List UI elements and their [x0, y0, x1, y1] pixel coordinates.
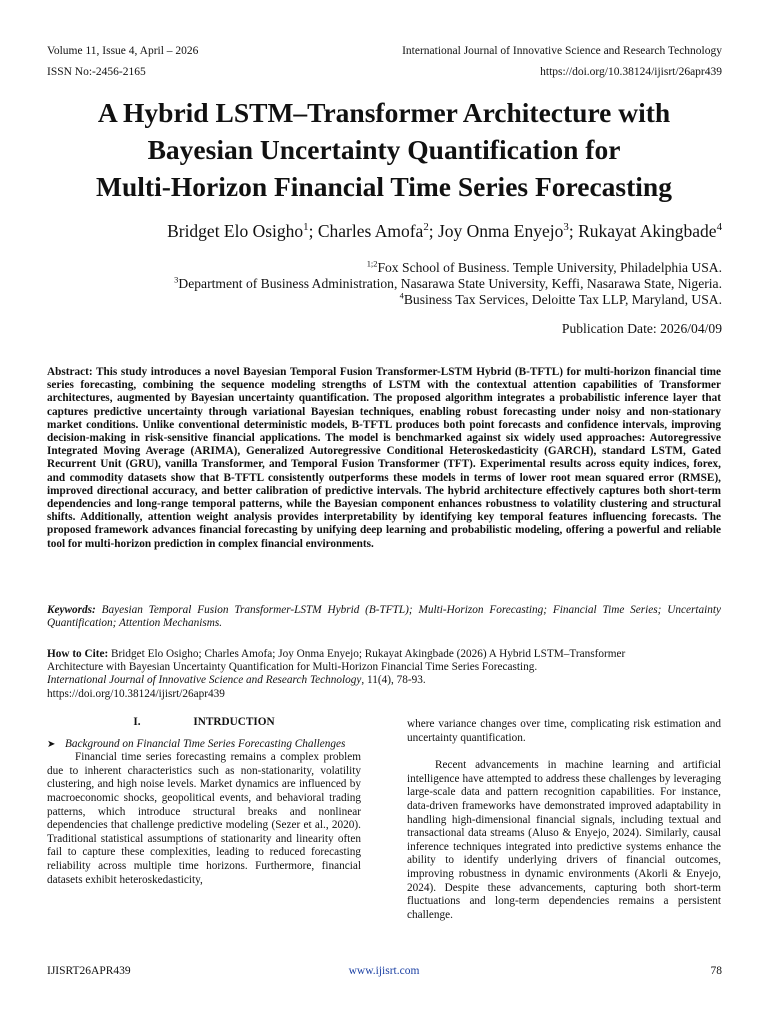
affiliation-mark: 4 — [399, 290, 404, 301]
author-affiliation-mark: 2 — [423, 221, 429, 234]
body-paragraph: Recent advancements in machine learning and artificial intelligence have attempted to address these challenges by leveraging large-scale data and pattern recognition capabilities. For instance, data-driven frameworks have demonstrated improved adaptability in handling high-dimensional financial signals, including textual and transactional data streams (Aluso & Enyejo, 2024). Similarly, causal inference techniques integrated into predictive systems enhance the ability to identify underlying drivers of financial outcomes, improving robustness in dynamic environments (Akorli & Enyejo, 2024). Despite these advancements, capturing both short-term fluctuations and long-term dependencies remains a persistent challenge. — [407, 759, 721, 921]
title-line-3: Multi-Horizon Financial Time Series Forecasting — [96, 171, 672, 202]
cite-doi-link[interactable]: https://doi.org/10.38124/ijisrt/26apr439 — [47, 687, 225, 700]
author-separator: ; — [428, 221, 438, 241]
issn: ISSN No:-2456-2165 — [47, 66, 146, 78]
section-number: I. — [133, 716, 141, 728]
right-column — [407, 718, 721, 922]
title-line-1: A Hybrid LSTM–Transformer Architecture with — [97, 97, 671, 128]
footer-website-link[interactable]: www.ijisrt.com — [348, 965, 420, 977]
author-separator: ; — [568, 221, 579, 241]
footer-id: IJISRT26APR439 — [47, 965, 131, 977]
subsection-title: Background on Financial Time Series Forecasting Challenges — [65, 737, 346, 750]
cite-text: Bridget Elo Osigho; Charles Amofa; Joy Onma Enyejo; Rukayat Akingbade (2026) A Hybrid LSTM–Transformer — [111, 648, 626, 660]
author-name: Rukayat Akingbade — [578, 221, 717, 241]
volume-issue: Volume 11, Issue 4, April – 2026 — [47, 45, 199, 57]
author-separator: ; — [308, 221, 318, 241]
affiliation-text: Fox School of Business. Temple University, Philadelphia USA. — [377, 260, 722, 275]
journal-name: International Journal of Innovative Science and Research Technology — [402, 45, 722, 57]
author-affiliation-mark: 3 — [563, 221, 569, 234]
keywords — [47, 604, 721, 630]
cite-label: How to Cite: — [47, 648, 109, 660]
author-name: Joy Onma Enyejo — [437, 221, 564, 241]
affiliation-line — [174, 276, 722, 292]
affiliation-text: Department of Business Administration, Nasarawa State University, Keffi, Nasarawa State, Nigeria. — [178, 276, 722, 291]
author-name: Charles Amofa — [317, 221, 424, 241]
subsection-heading — [47, 738, 361, 752]
author-affiliation-mark: 1 — [303, 221, 309, 234]
cite-text: Architecture with Bayesian Uncertainty Quantification for Multi-Horizon Financial Time Series Forecasting. — [47, 661, 538, 674]
section-heading — [47, 716, 361, 730]
body-paragraph: where variance changes over time, complicating risk estimation and uncertainty quantification. — [407, 718, 721, 744]
left-column — [47, 716, 361, 887]
affiliation-mark: 1;2 — [366, 258, 378, 269]
author-name: Bridget Elo Osigho — [167, 221, 304, 241]
body-paragraph: Financial time series forecasting remains a complex problem due to inherent characteristics such as non-stationarity, volatility clustering, and high noise levels. Market dynamics are influenced by macroeconomic shocks, geopolitical events, and behavioral trading patterns, which introduce structural breaks and nonlinear dependencies that challenge predictive modeling (Sezer et al., 2020). Traditional statistical assumptions of stationarity and linearity often fail to capture these complexities, leading to reduced forecasting reliability across multiple time horizons. Furthermore, financial datasets exhibit heteroskedasticity, — [47, 751, 361, 886]
affiliation-line — [367, 260, 722, 276]
keywords-text: Bayesian Temporal Fusion Transformer-LSTM Hybrid (B-TFTL); Multi-Horizon Forecasting; Financial Time Series; Uncertainty Quantification; Attention Mechanisms. — [47, 604, 721, 630]
keywords-label: Keywords: — [47, 604, 96, 616]
section-title: INTRDUCTION — [193, 716, 275, 728]
paper-title — [30, 94, 738, 205]
publication-date: Publication Date: 2026/04/09 — [561, 321, 722, 336]
cite-pages: , 11(4), 78-93. — [361, 674, 426, 687]
arrow-bullet-icon: ➤ — [47, 738, 56, 750]
affiliation-mark: 3 — [174, 274, 179, 285]
doi-link[interactable]: https://doi.org/10.38124/ijisrt/26apr439 — [540, 66, 722, 78]
how-to-cite — [47, 648, 721, 701]
abstract: Abstract: This study introduces a novel Bayesian Temporal Fusion Transformer-LSTM Hybrid (B-TFTL) for multi-horizon financial time series forecasting, combining the sequence modeling strengths of LSTM with the contextual attention capabilities of Transformer architectures, augmented by Bayesian uncertainty quantification. The proposed algorithm integrates a probabilistic inference layer that captures predictive uncertainty through variational Bayesian techniques, enabling robust forecasting under noisy and non-stationary market conditions. Unlike conventional deterministic models, B-TFTL produces both point forecasts and confidence intervals, improving decision-making in risk-sensitive financial applications. The model is benchmarked against six widely used approaches: Autoregressive Integrated Moving Average (ARIMA), Generalized Autoregressive Conditional Heteroskedasticity (GARCH), standard LSTM, Gated Recurrent Unit (GRU), vanilla Transformer, and Temporal Fusion Transformer (TFT). Experimental results across equity indices, forex, and commodity datasets show that B-TFTL consistently outperforms these models in terms of lower root mean squared error (RMSE), improved directional accuracy, and better calibration of predictive intervals. The hybrid architecture effectively captures both short-term dependencies and long-range temporal patterns, while the Bayesian component enhances robustness to volatility clustering and structural shifts. Additionally, attention weight analysis provides interpretability by identifying key temporal features influencing forecasts. The proposed framework advances financial forecasting by unifying deep learning and probabilistic modeling, offering a powerful and reliable tool for multi-horizon prediction in complex financial environments. — [47, 366, 721, 550]
author-list — [167, 221, 722, 242]
title-line-2: Bayesian Uncertainty Quantification for — [147, 134, 621, 165]
affiliation-line — [400, 292, 722, 308]
page-number: 78 — [710, 965, 722, 977]
author-affiliation-mark: 4 — [716, 221, 722, 234]
affiliation-text: Business Tax Services, Deloitte Tax LLP, Maryland, USA. — [403, 292, 722, 307]
cite-journal: International Journal of Innovative Science and Research Technology — [47, 674, 362, 687]
